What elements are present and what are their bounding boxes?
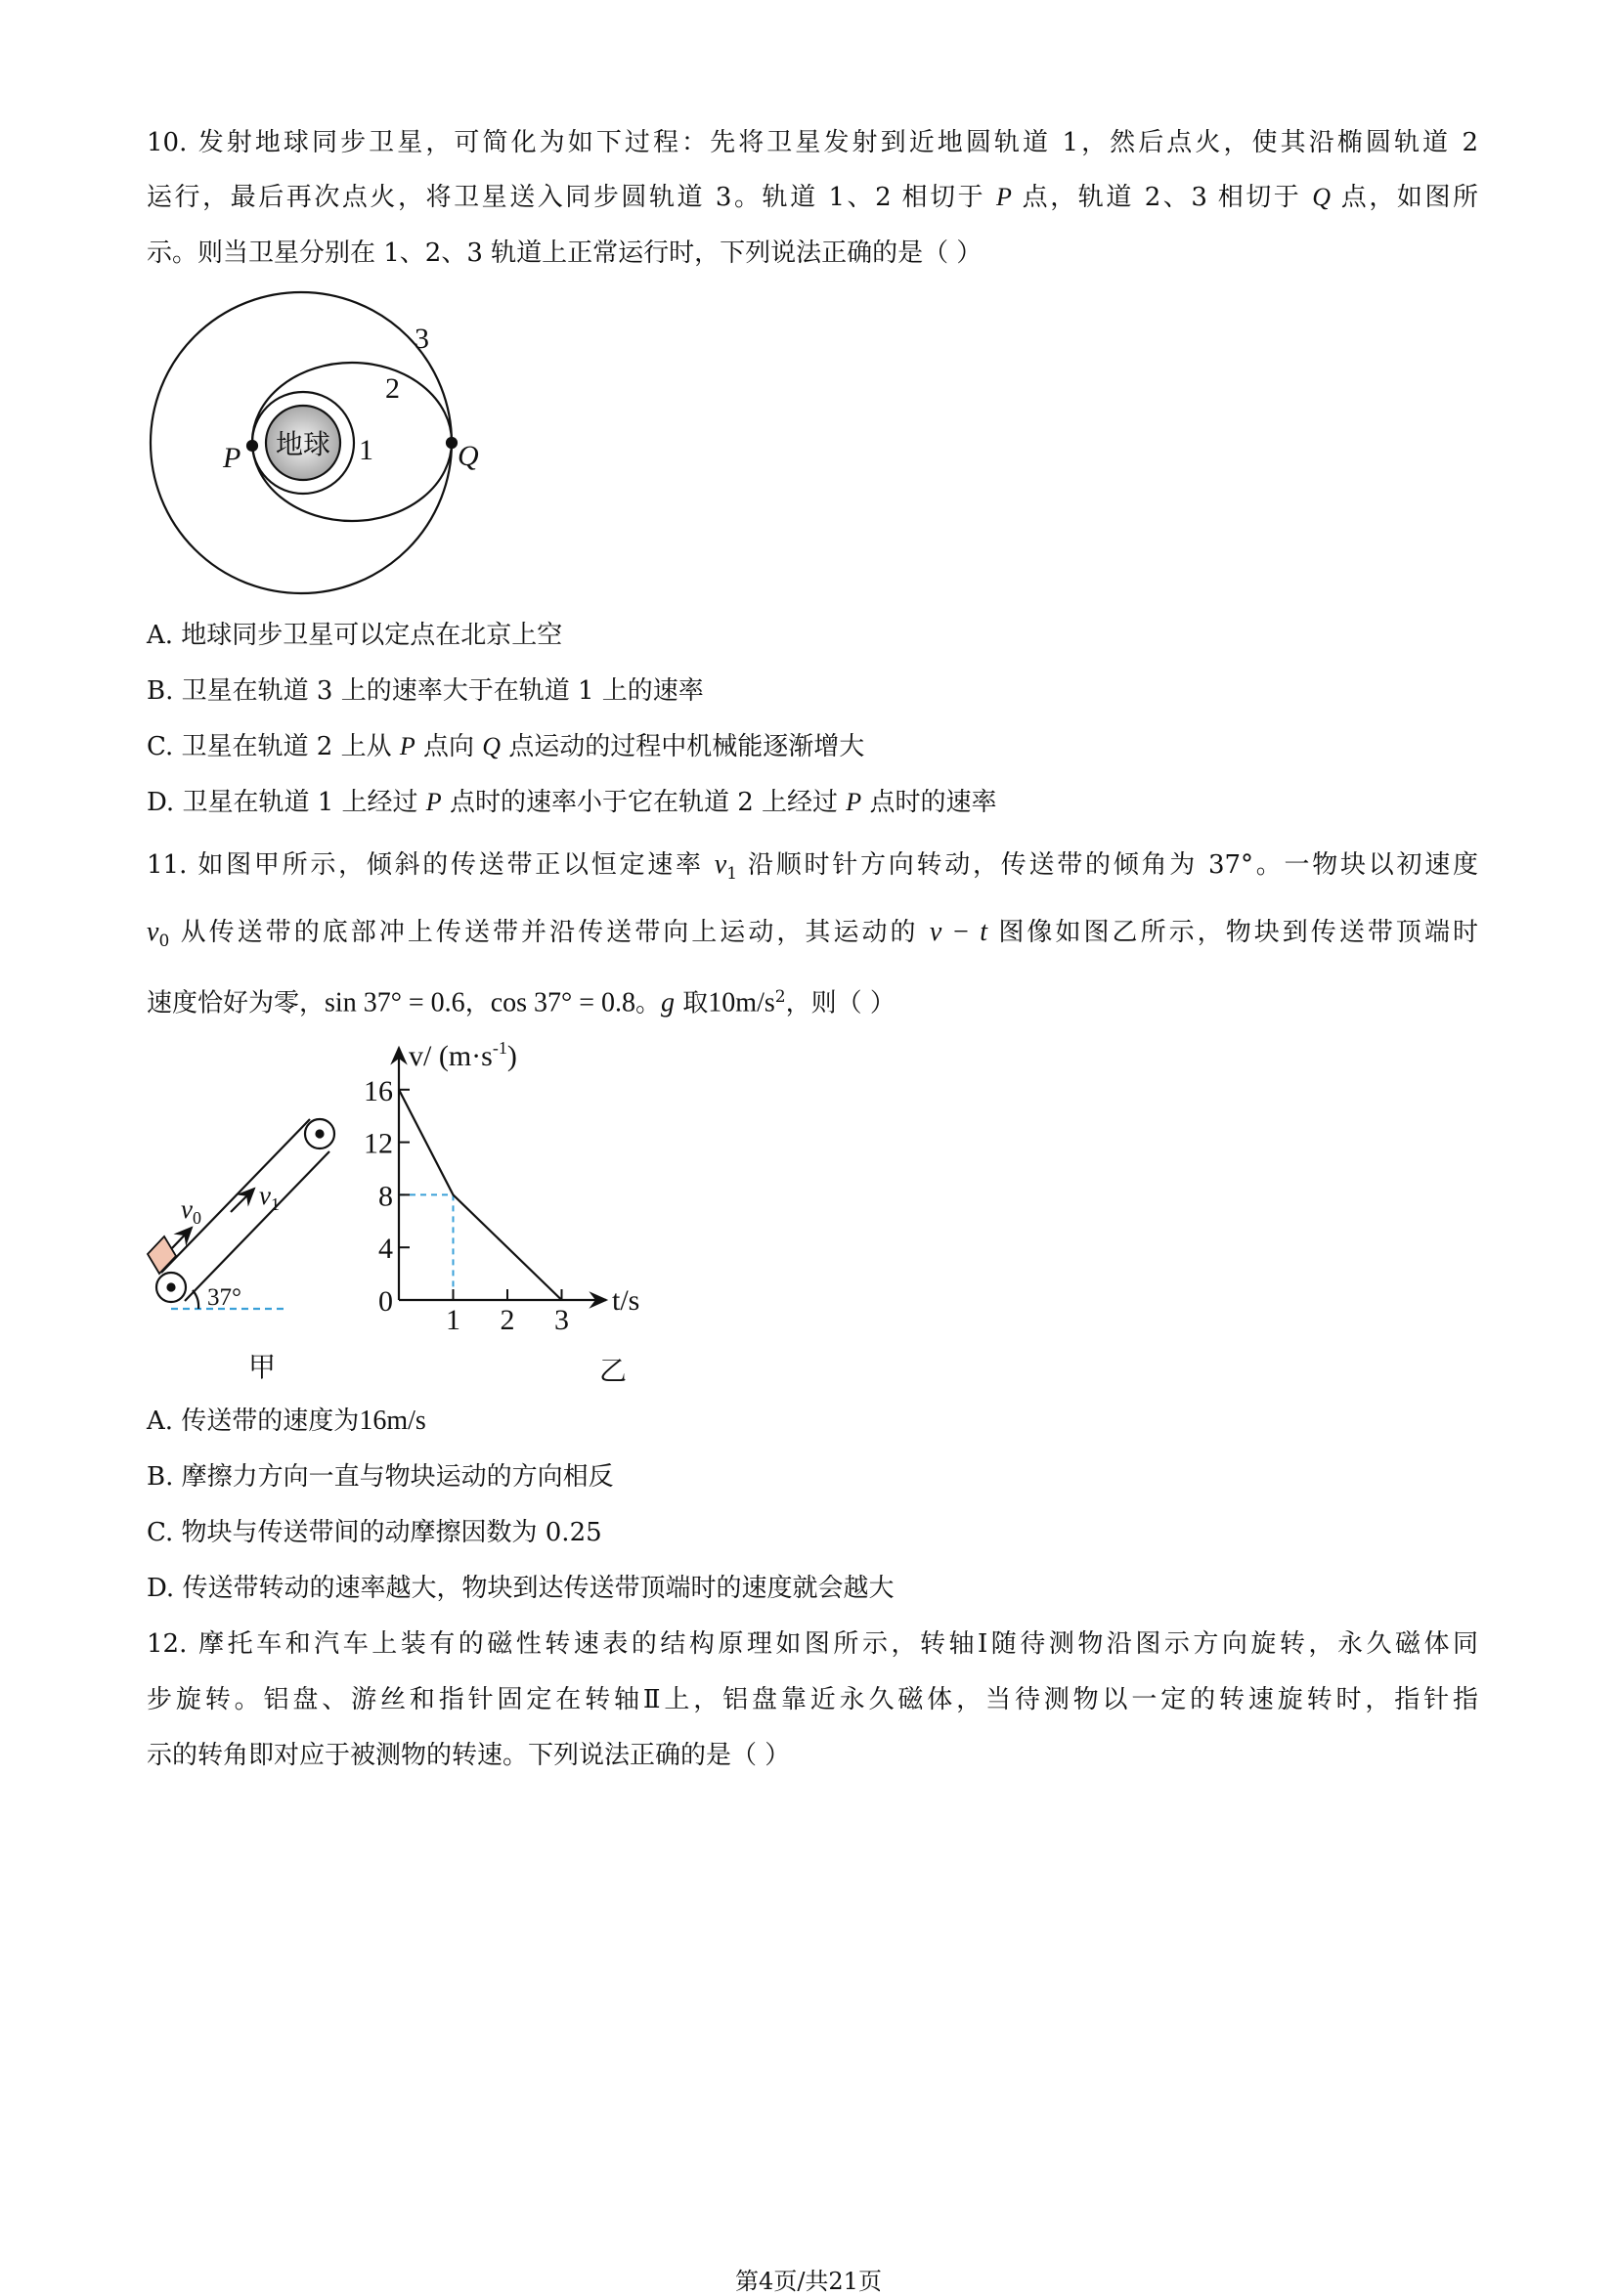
q11-option-d: D. 传送带转动的速率越大，物块到达传送带顶端时的速度就会越大 — [147, 1574, 895, 1603]
var-v: v — [147, 917, 159, 947]
caption-yi: 乙 — [598, 1357, 628, 1387]
text: 点，轨道 2、3 相切于 — [1011, 183, 1313, 212]
var-q: Q — [482, 732, 502, 760]
text: 运行，最后再次点火，将卫星送入同步圆轨道 3。轨道 1、2 相切于 — [147, 183, 996, 212]
value: 16m/s — [359, 1406, 426, 1436]
text: 点，如图所 — [1330, 183, 1479, 212]
y-axis-label — [409, 1038, 517, 1072]
text: D. 卫星在轨道 1 上经过 — [147, 788, 426, 817]
conveyor-diagram — [148, 1119, 334, 1309]
y-tick-label: 4 — [378, 1233, 393, 1266]
page-footer: 第4页/共21页 — [735, 2268, 882, 2295]
q12-line-1: 12. 摩托车和汽车上装有的磁性转速表的结构原理如图所示，转轴Ⅰ随待测物沿图示方向旋转，永久磁体同 — [147, 1629, 1478, 1659]
q12-line-3: 示的转角即对应于被测物的转速。下列说法正确的是（ ） — [147, 1741, 791, 1770]
text: 沿顺时针方向转动，传送带的倾角为 37°。一物块以初速度 — [737, 850, 1478, 880]
y-axis-label-main: v/ (m·s — [409, 1040, 493, 1072]
block — [148, 1236, 176, 1274]
q10-option-a: A. 地球同步卫星可以定点在北京上空 — [147, 621, 563, 650]
q11-option-b: B. 摩擦力方向一直与物块运动的方向相反 — [147, 1462, 614, 1492]
v1-arrow — [231, 1189, 254, 1212]
formula-cos: cos 37° = 0.8 — [490, 987, 636, 1018]
angle-label: 37° — [207, 1284, 241, 1311]
text: 速度恰好为零， — [147, 988, 326, 1018]
y-tick-label: 12 — [364, 1127, 393, 1160]
p-label: P — [223, 442, 241, 474]
superscript: 2 — [774, 987, 786, 1007]
var-v: v — [714, 849, 727, 880]
x-tick-label: 3 — [554, 1304, 569, 1336]
text: 点运动的过程中机械能逐渐增大 — [501, 732, 865, 761]
unit: 10m/s — [708, 987, 775, 1018]
subscript: 0 — [158, 931, 170, 952]
v1-label: $v_1$ — [259, 1181, 280, 1214]
pulley-axle — [168, 1284, 175, 1291]
q11-option-c: C. 物块与传送带间的动摩擦因数为 0.25 — [147, 1518, 602, 1547]
orbit-2-label: 2 — [385, 372, 400, 405]
var-vt: v − t — [929, 917, 988, 947]
angle-arc — [193, 1290, 198, 1309]
text: 。 — [635, 988, 662, 1018]
x-tick-label: 1 — [446, 1304, 460, 1336]
text: 点向 — [415, 732, 483, 761]
y-tick-label: 8 — [378, 1180, 393, 1213]
q10-line-1: 10. 发射地球同步卫星，可简化为如下过程：先将卫星发射到近地圆轨道 1，然后点火，使其沿椭圆轨道 2 — [147, 128, 1478, 157]
text: 图像如图乙所示，物块到传送带顶端时 — [987, 918, 1479, 947]
text: 点时的速率 — [861, 788, 997, 817]
point-p — [247, 441, 257, 451]
y-tick-label: 16 — [364, 1074, 393, 1107]
vt-graph — [364, 1048, 606, 1336]
text: C. 卫星在轨道 2 上从 — [147, 732, 400, 761]
point-q — [447, 438, 457, 448]
formula-sin: sin 37° = 0.6 — [325, 987, 465, 1018]
caption-jia: 甲 — [247, 1353, 277, 1383]
y-axis-label-end: ) — [506, 1040, 517, 1072]
q-label: Q — [458, 440, 479, 472]
q10-option-b: B. 卫星在轨道 3 上的速率大于在轨道 1 上的速率 — [147, 676, 704, 706]
q12-line-2: 步旋转。铝盘、游丝和指针固定在转轴Ⅱ上，铝盘靠近永久磁体，当待测物以一定的转速旋转时，指针指 — [147, 1685, 1478, 1714]
text: 点时的速率小于它在轨道 2 上经过 — [441, 788, 847, 817]
earth-label: 地球 — [275, 430, 331, 460]
text: 取 — [675, 988, 709, 1018]
var-g: g — [661, 987, 676, 1018]
text: A. 传送带的速度为 — [147, 1407, 360, 1436]
var-p: P — [846, 788, 862, 816]
var-p: P — [399, 732, 415, 760]
y-axis-label-sup: -1 — [492, 1038, 507, 1058]
var-p: P — [425, 788, 442, 816]
subscript: 1 — [726, 864, 738, 885]
text: ， — [464, 988, 491, 1018]
text: 11. 如图甲所示，倾斜的传送带正以恒定速率 — [147, 850, 715, 880]
v0-label: $v_0$ — [181, 1194, 201, 1228]
orbit-3-label: 3 — [415, 323, 429, 355]
x-axis-label: t/s — [612, 1284, 640, 1317]
y-tick-label: 0 — [378, 1285, 393, 1318]
var-q: Q — [1312, 183, 1331, 211]
text: 从传送带的底部冲上传送带并沿传送带向上运动，其运动的 — [169, 918, 930, 947]
pulley-axle — [317, 1131, 324, 1138]
text: ，则（ ） — [785, 988, 896, 1018]
var-p: P — [995, 183, 1012, 211]
x-tick-label: 2 — [500, 1304, 515, 1336]
q10-line-3: 示。则当卫星分别在 1、2、3 轨道上正常运行时，下列说法正确的是（ ） — [147, 238, 983, 268]
orbit-1-label: 1 — [359, 434, 373, 466]
